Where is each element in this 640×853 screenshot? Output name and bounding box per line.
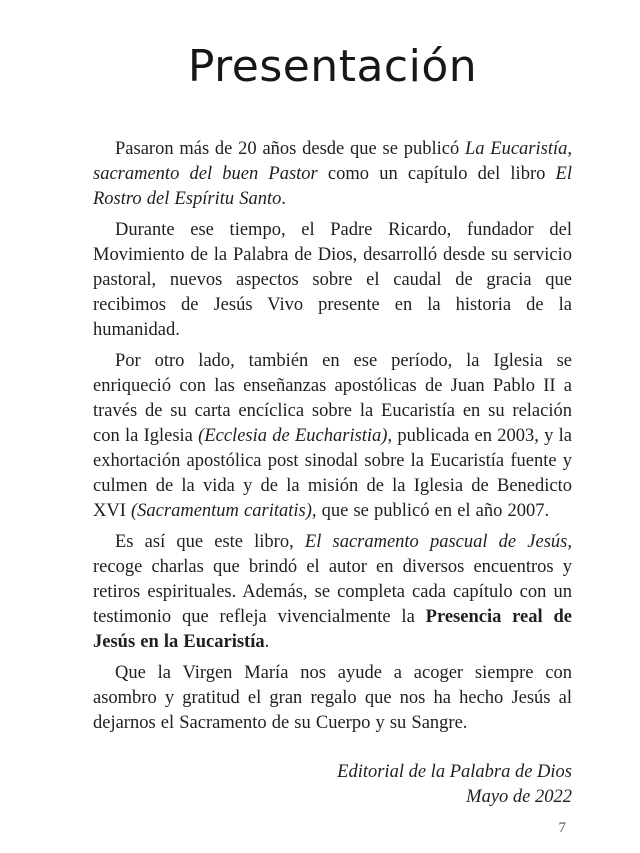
paragraph-1 — [93, 137, 572, 212]
text-run: Es así que este libro, — [115, 531, 305, 552]
text-run: como un capítulo del libro — [317, 163, 556, 184]
text-run: Por otro lado, también en ese período, la Iglesia se enriqueció con las enseñanzas apostólicas de Juan Pablo II a través de su carta encíclica sobre la Eucaristía en su relación con la Iglesia — [93, 350, 572, 446]
signature-date: Mayo de 2022 — [466, 786, 572, 807]
page-number: 7 — [558, 820, 566, 836]
text-run: Que la Virgen María nos ayude a acoger siempre con asombro y gratitud el gran regalo que nos ha hecho Jesús al dejarnos el Sacramento de su Cuerpo y su Sangre. — [93, 662, 572, 733]
book-title-reference: El Rostro del Espíritu Santo — [93, 163, 572, 209]
paragraph-3 — [93, 349, 572, 524]
exhortation-title-reference: (Sacramentum caritatis) — [131, 500, 312, 521]
text-run: . — [264, 631, 270, 652]
bold-emphasis: Presencia real de Jesús en la Eucaristía — [93, 606, 572, 652]
book-title-reference: La Eucaristía, sacramento del buen Pastor — [93, 138, 572, 184]
body-text — [93, 137, 572, 736]
text-run: . — [281, 188, 287, 209]
signature-block — [93, 760, 572, 810]
paragraph-5 — [93, 661, 572, 736]
page-title: Presentación — [187, 41, 478, 92]
text-block — [93, 0, 572, 810]
encyclical-title-reference: (Ecclesia de Eucharistia) — [198, 425, 388, 446]
text-run: , publicada en 2003, y la exhortación apostólica post sinodal sobre la Eucaristía fuente y culmen de la vida y de la misión de la Iglesia de Benedicto XVI — [93, 425, 573, 521]
text-run: Durante ese tiempo, el Padre Ricardo, fundador del Movimiento de la Palabra de Dios, desarrolló desde su servicio pastoral, nuevos aspectos sobre el caudal de gracia que recibimos de Jesús Vivo presente en la historia de la humanidad. — [93, 219, 572, 340]
text-run: recoge charlas que brindó el autor en diversos encuentros y retiros espirituales. Además, se completa cada capítulo con un testimonio que refleja vivencialmente la — [93, 556, 572, 627]
book-title-reference: El sacramento pascual de Jesús, — [304, 531, 572, 552]
text-run: , que se publicó en el año 2007. — [311, 500, 550, 521]
text-run: Pasaron más de 20 años desde que se publicó — [115, 138, 465, 159]
paragraph-2 — [93, 218, 572, 343]
paragraph-4 — [93, 530, 572, 655]
signature-editorial: Editorial de la Palabra de Dios — [337, 761, 572, 782]
